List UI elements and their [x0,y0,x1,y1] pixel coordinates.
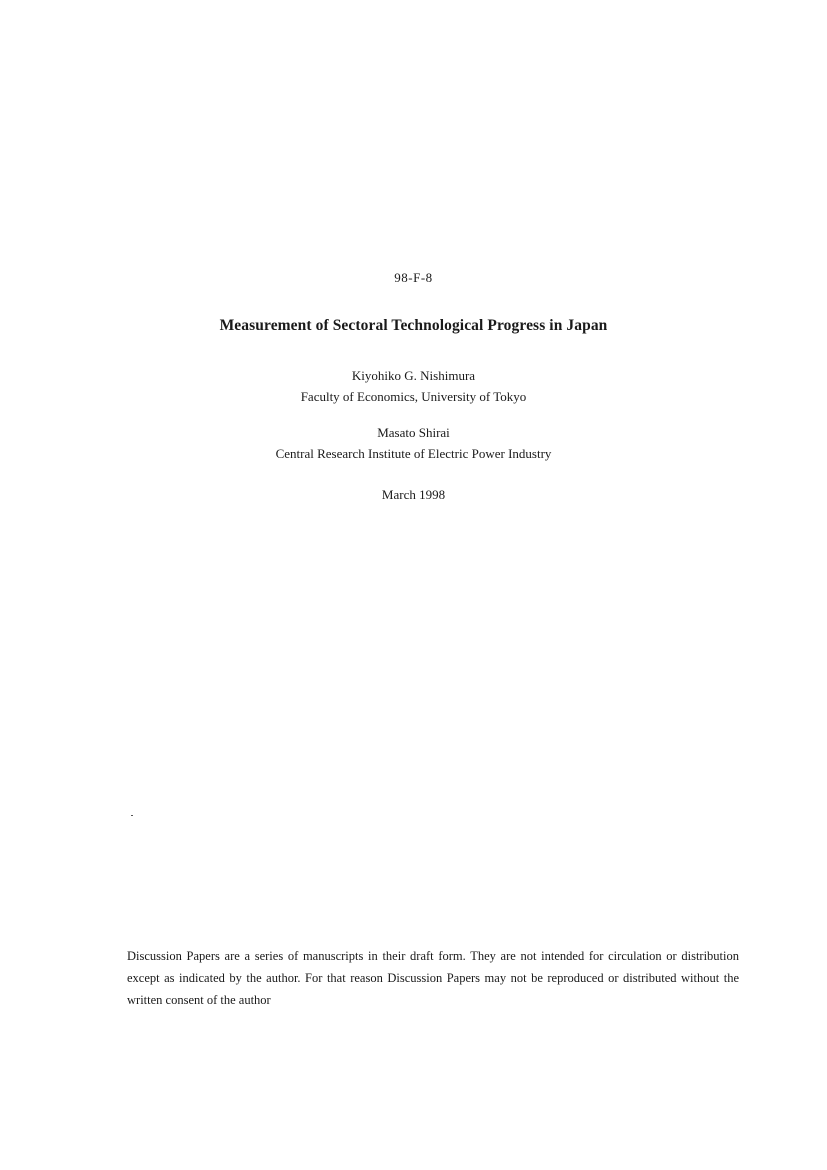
author-name: Masato Shirai [377,425,450,440]
publication-date: March 1998 [381,487,446,502]
disclaimer-block [127,945,739,1011]
paper-number: 98-F-8 [394,270,433,285]
author-affiliation: Faculty of Economics, University of Tokyo [300,389,527,404]
disclaimer-text: Discussion Papers are a series of manuscripts in their draft form. They are not intended for circulation or distribution except as indicated by the author. For that reason Discussion Papers may not be reproduced or distributed without the written consent of the author [127,949,739,1007]
scan-speck [131,815,133,816]
author-name: Kiyohiko G. Nishimura [351,368,476,383]
author-affiliation: Central Research Institute of Electric Power Industry [275,446,552,461]
paper-title: Measurement of Sectoral Technological Progress in Japan [219,317,608,334]
